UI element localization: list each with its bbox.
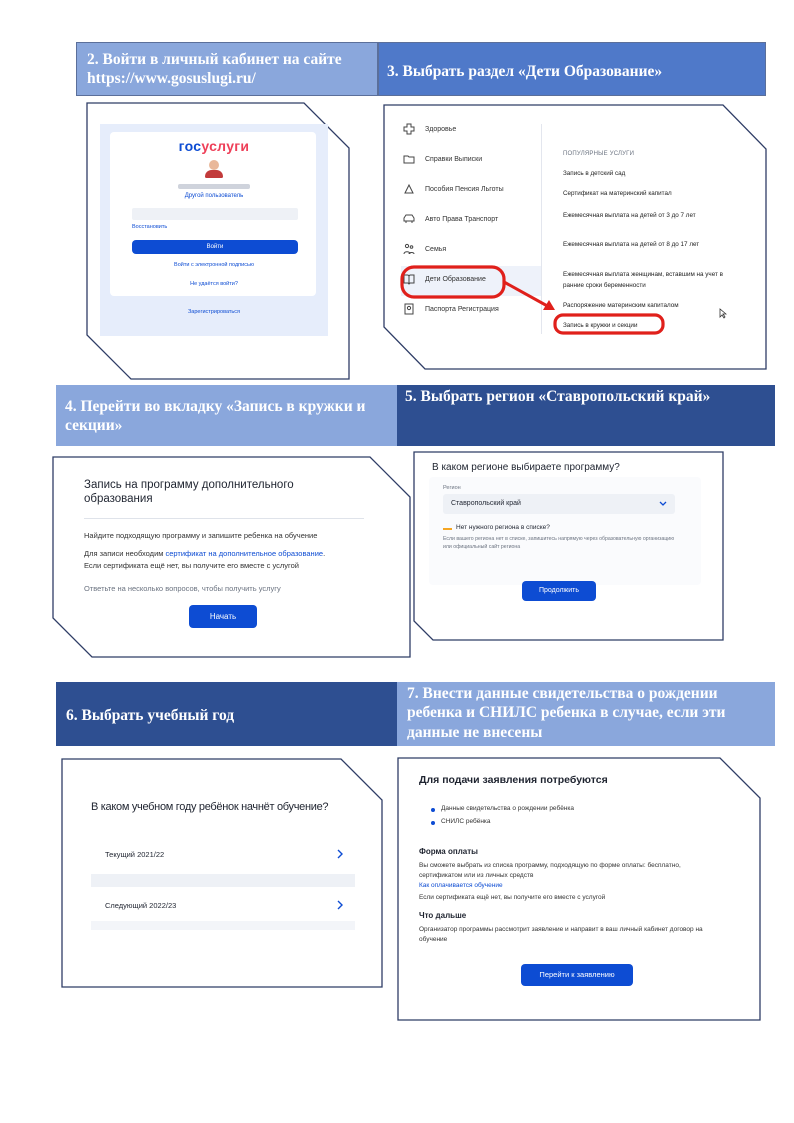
program-divider — [84, 518, 364, 519]
program-answer-text: Ответьте на несколько вопросов, чтобы получить услугу — [84, 584, 281, 593]
login-card — [86, 102, 350, 380]
region-field-label: Регион — [443, 485, 461, 491]
register-link[interactable]: Зарегистрироваться — [187, 309, 240, 315]
certificate-link[interactable]: сертификат на дополнительное образование — [165, 549, 324, 558]
step-4-header — [56, 385, 397, 446]
service-kindergarten[interactable]: Запись в детский сад — [563, 170, 626, 177]
payment-cert-text: Если сертификата ещё нет, вы получите его вместе с услугой — [419, 894, 606, 901]
bullet-dot — [431, 821, 435, 825]
year-question: В каком учебном году ребёнок начнёт обучение? — [91, 801, 329, 813]
region-hint: Если вашего региона нет в списке, запишитесь напрямую через образовательную организацию или официальный сайт региона — [443, 536, 675, 550]
year-card — [61, 758, 383, 988]
service-payment-8-17[interactable]: Ежемесячная выплата на детей от 8 до 17 лет — [563, 241, 700, 248]
need-prefix: Для записи необходим — [84, 549, 166, 558]
required-snils: СНИЛС ребёнка — [441, 818, 491, 825]
category-benefits[interactable]: Пособия Пенсия Льготы — [425, 186, 504, 193]
popular-services-title: ПОПУЛЯРНЫЕ УСЛУГИ — [563, 151, 635, 157]
program-need-text — [84, 549, 325, 558]
start-button[interactable]: Начать — [189, 605, 257, 628]
step-7-text: 7. Внести данные свидетельства о рождении ребенка и СНИЛС ребенка в случае, если эти данные не внесены — [407, 685, 726, 741]
logo-gos: гос — [178, 138, 202, 154]
category-passports[interactable]: Паспорта Регистрация — [425, 306, 499, 313]
need-suffix: . — [323, 549, 326, 558]
chevron-right-icon — [337, 900, 344, 910]
program-find-text: Найдите подходящую программу и запишите ребенка на обучение — [84, 531, 318, 540]
region-question: В каком регионе выбираете программу? — [432, 462, 620, 473]
payment-title: Форма оплаты — [419, 847, 478, 856]
year-bottom-strip — [91, 921, 355, 930]
category-certificates[interactable]: Справки Выписки — [425, 156, 483, 163]
step-6-text: 6. Выбрать учебный год — [66, 707, 235, 724]
no-region-text[interactable]: Нет нужного региона в списке? — [456, 524, 550, 531]
login-button[interactable]: Войти — [132, 240, 298, 254]
program-card — [52, 456, 411, 658]
program-no-cert-text: Если сертификата ещё нет, вы получите его вместе с услугой — [84, 561, 299, 570]
catalog-card — [383, 104, 767, 370]
e-signature-link[interactable]: Войти с электронной подписью — [174, 262, 254, 268]
category-children-education[interactable]: Дети Образование — [425, 276, 486, 283]
bullet-dot — [431, 808, 435, 812]
step-3-text: 3. Выбрать раздел «Дети Образование» — [387, 63, 663, 80]
masked-phone — [178, 184, 250, 189]
region-card — [413, 451, 724, 641]
service-payment-3-7[interactable]: Ежемесячная выплата на детей от 3 до 7 лет — [563, 212, 696, 219]
highlight-annotations — [383, 104, 767, 370]
apply-card — [397, 757, 761, 1021]
payment-link[interactable]: Как оплачивается обучение — [419, 882, 503, 889]
step-4-text: 4. Перейти во вкладку «Запись в кружки и секции» — [65, 398, 366, 435]
highlight-arrow-line — [504, 282, 551, 308]
user-avatar — [205, 160, 223, 178]
required-birth-certificate: Данные свидетельства о рождении ребёнка — [441, 805, 575, 812]
year-option-current-label: Текущий 2021/22 — [105, 850, 165, 859]
highlight-clubs-sections — [555, 315, 663, 333]
service-clubs-sections[interactable]: Запись в кружки и секции — [563, 322, 638, 329]
program-title: Запись на программу дополнительного образования — [84, 479, 294, 505]
logo-uslugi: услуги — [201, 138, 250, 154]
next-text: Организатор программы рассмотрит заявление и направит в ваш личный кабинет договор на обучение — [419, 926, 703, 943]
step-5-text: 5. Выбрать регион «Ставропольский край» — [405, 388, 711, 405]
password-input[interactable] — [132, 208, 298, 220]
no-region-marker — [443, 528, 452, 530]
year-card-frame — [61, 758, 383, 988]
payment-text: Вы сможете выбрать из списка программу, подходящую по форме оплаты: бесплатно, сертификатом или из личных средств — [419, 862, 681, 879]
step-2-text: 2. Войти в личный кабинет на сайте https://www.gosuslugi.ru/ — [87, 51, 342, 88]
category-family[interactable]: Семья — [425, 246, 447, 253]
service-early-pregnancy[interactable]: Ежемесячная выплата женщинам, вставшим на учет в ранние сроки беременности — [563, 271, 723, 289]
cant-login-link[interactable]: Не удаётся войти? — [190, 281, 238, 287]
gosuslugi-logo — [100, 138, 328, 154]
step-3-header — [378, 42, 766, 96]
category-health[interactable]: Здоровье — [425, 126, 457, 133]
step-5-header — [397, 385, 775, 446]
next-title: Что дальше — [419, 911, 467, 920]
service-maternity-capital[interactable]: Сертификат на материнский капитал — [563, 190, 672, 197]
other-user-link[interactable]: Другой пользователь — [184, 193, 244, 199]
year-option-next-label: Следующий 2022/23 — [105, 901, 177, 910]
region-selected-value: Ставропольский край — [451, 500, 521, 507]
login-screen — [100, 124, 328, 336]
restore-link[interactable]: Восстановить — [132, 224, 168, 230]
service-capital-disposal[interactable]: Распоряжение материнским капиталом — [563, 302, 679, 309]
category-auto[interactable]: Авто Права Транспорт — [425, 216, 499, 223]
apply-title: Для подачи заявления потребуются — [419, 774, 608, 786]
continue-button[interactable]: Продолжить — [522, 581, 596, 601]
step-7-header — [397, 682, 775, 746]
chevron-down-icon — [659, 501, 667, 507]
step-6-header — [56, 682, 397, 746]
go-to-application-button[interactable]: Перейти к заявлению — [521, 964, 633, 986]
chevron-right-icon — [337, 849, 344, 859]
highlight-children-education — [402, 267, 504, 297]
year-separator — [91, 874, 355, 887]
step-2-header — [76, 42, 378, 96]
